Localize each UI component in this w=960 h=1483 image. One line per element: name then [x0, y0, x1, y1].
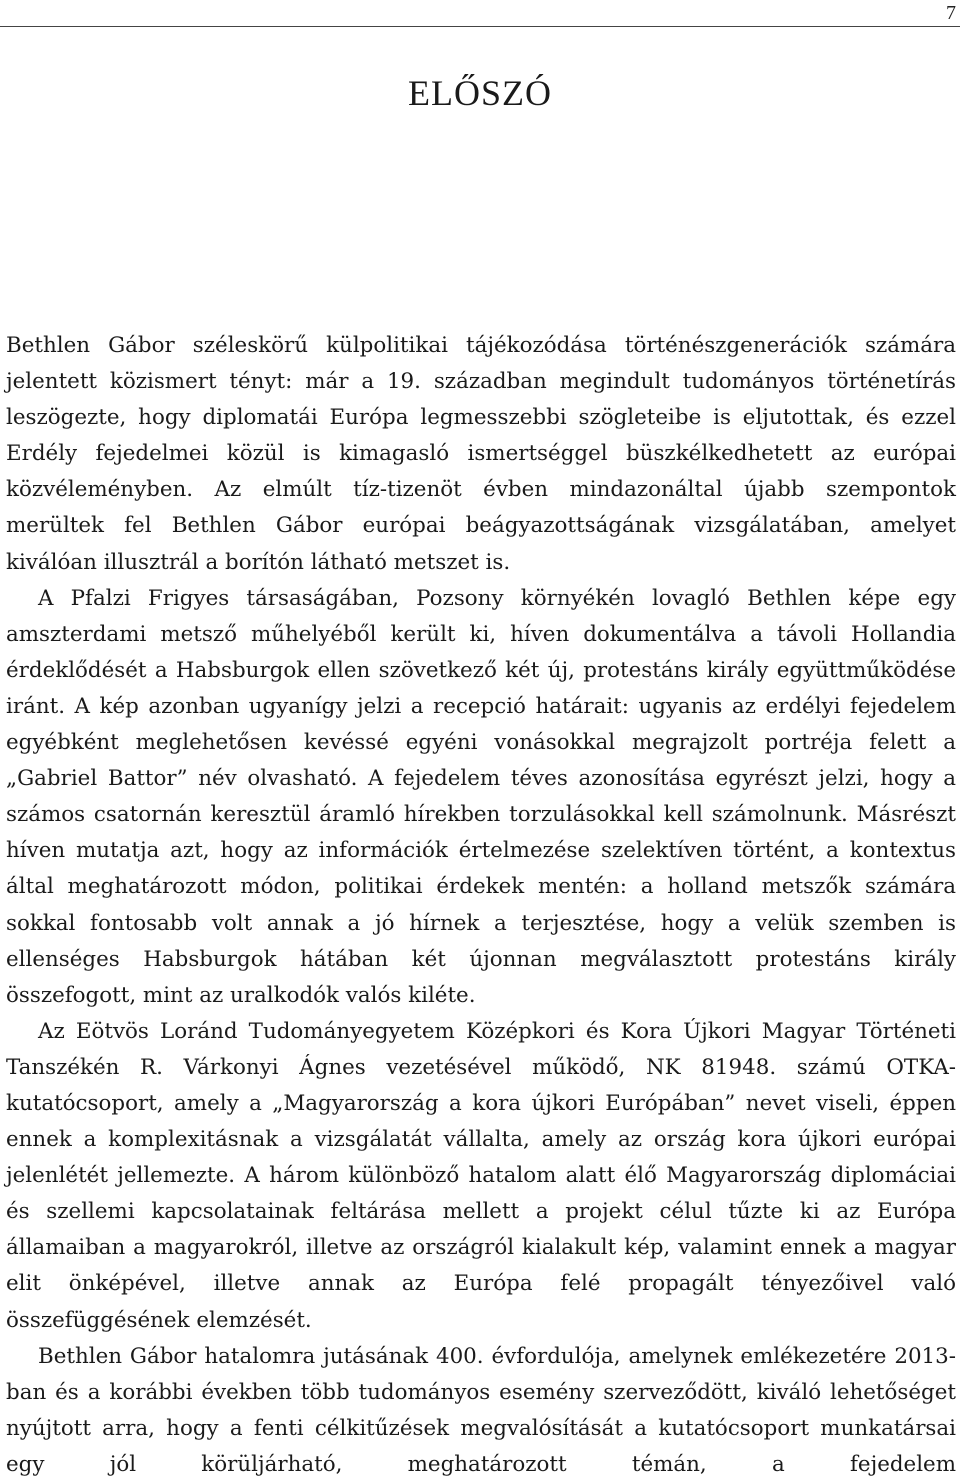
- paragraph-2: A Pfalzi Frigyes társaságában, Pozsony környékén lovagló Bethlen képe egy amszterdami metsző műhelyéből került ki, híven dokumentálva a távoli Hollandia érdeklődését a Habsburgok ellen szövetkező két új, protestáns király együttműködése iránt. A kép azonban ugyanígy jelzi a recepció határait: ugyanis az erdélyi fejedelem egyébként meglehetősen kevéssé egyéni vonásokkal megrajzolt portréja felett a „Gabriel Battor” név olvasható. A fejedelem téves azonosítása egyrészt jelzi, hogy a számos csatornán keresztül áramló hírekben torzulásokkal kell számolnunk. Másrészt híven mutatja azt, hogy az információk értelmezése szelektíven történt, a kontextus által meghatározott módon, politikai érdekek mentén: a holland metszők számára sokkal fontosabb volt annak a jó hírnek a terjesztése, hogy a velük szemben is ellenséges Habsburgok hátában két újonnan megválasztott protestáns király összefogott, mint az uralkodók valós kiléte.: [6, 585, 956, 1008]
- paragraph-4: Bethlen Gábor hatalomra jutásának 400. évfordulója, amelynek emlékezetére 2013-ban és a korábbi években több tudományos esemény szerveződött, kiváló lehetőséget nyújtott arra, hogy a fenti célkitűzések megvalósítását a kutatócsoport munkatársai egy jól körüljárható, meghatározott témán, a fejedelem: [6, 1343, 956, 1477]
- page-number: 7: [946, 2, 956, 24]
- running-header: [0, 0, 960, 27]
- paragraph-3: Az Eötvös Loránd Tudományegyetem Középkori és Kora Újkori Magyar Történeti Tanszékén R. Várkonyi Ágnes vezetésével működő, NK 81948. számú OTKA-kutatócsoport, amely a „Magyarország a kora újkori Európában” nevet viseli, éppen ennek a komplexitásnak a vizsgálatát vállalta, amely az ország kora újkori európai jelenlétét jellemezte. A három különböző hatalom alatt élő Magyarország diplomáciai és szellemi kapcsolatainak feltárása mellett a projekt célul tűzte ki az Európa államaiban a magyarokról, illetve az országról kialakult kép, valamint ennek a magyar elit önképével, illetve annak az Európa felé propagált tényezőivel való összefüggésének elemzését.: [6, 1018, 956, 1333]
- body-text: [6, 328, 956, 1483]
- paragraph-1: Bethlen Gábor széleskörű külpolitikai tájékozódása történészgenerációk számára jelentett közismert tényt: már a 19. században megindult tudományos történetírás leszögezte, hogy diplomatái Európa legmesszebbi szögleteibe is eljutottak, és ezzel Erdély fejedelmei közül is kimagasló ismertséggel büszkélkedhetett az európai közvéleményben. Az elmúlt tíz-tizenöt évben mindazonáltal újabb szempontok merültek fel Bethlen Gábor európai beágyazottságának vizsgálatában, amelyet kiválóan illusztrál a borítón látható metszet is.: [6, 333, 956, 575]
- chapter-title: ELŐSZÓ: [408, 73, 552, 113]
